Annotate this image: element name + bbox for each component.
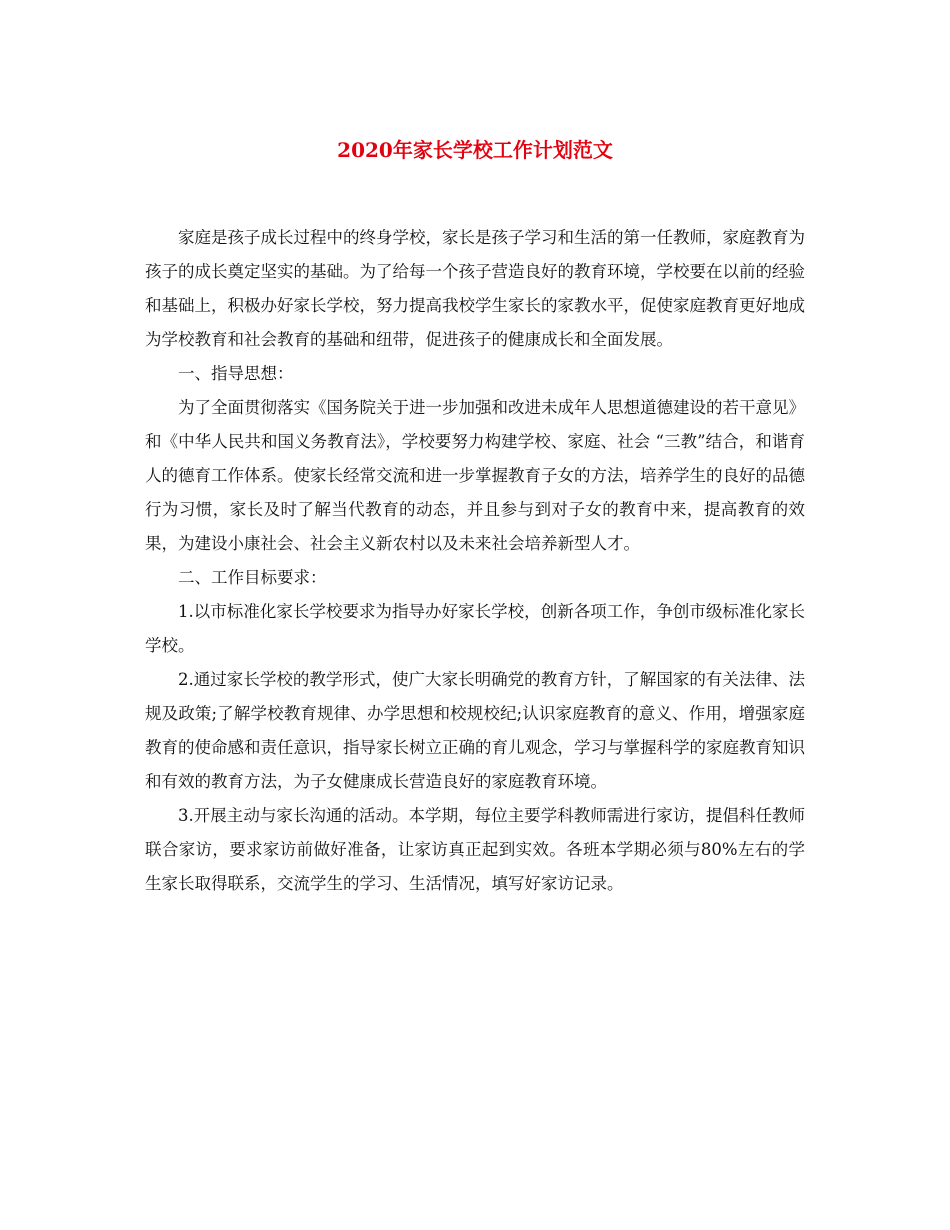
section-heading-work-goals: 二、工作目标要求： — [178, 568, 327, 587]
goal-item-1: 1.以市标准化家长学校要求为指导办好家长学校，创新各项工作，争创市级标准化家长学校。 — [145, 602, 805, 655]
document-title: 2020年家长学校工作计划范文 — [337, 138, 613, 162]
document-body — [145, 221, 805, 901]
section-heading-guiding-ideology: 一、指导思想： — [178, 364, 294, 383]
goal-item-3: 3.开展主动与家长沟通的活动。本学期，每位主要学科教师需进行家访，提倡科任教师联合家访，要求家访前做好准备，让家访真正起到实效。各班本学期必须与80%左右的学生家长取得联系，交流学生的学习、生活情况，填写好家访记录。 — [145, 806, 805, 893]
intro-paragraph: 家庭是孩子成长过程中的终身学校，家长是孩子学习和生活的第一任教师，家庭教育为孩子的成长奠定坚实的基础。为了给每一个孩子营造良好的教育环境，学校要在以前的经验和基础上，积极办好家长学校，努力提高我校学生家长的家教水平，促使家庭教育更好地成为学校教育和社会教育的基础和纽带，促进孩子的健康成长和全面发展。 — [145, 228, 805, 349]
goal-item-2: 2.通过家长学校的教学形式，使广大家长明确党的教育方针，了解国家的有关法律、法规及政策;了解学校教育规律、办学思想和校规校纪;认识家庭教育的意义、作用，增强家庭教育的使命感和责任意识，指导家长树立正确的育儿观念，学习与掌握科学的家庭教育知识和有效的教育方法，为子女健康成长营造良好的家庭教育环境。 — [145, 670, 805, 791]
guiding-ideology-paragraph: 为了全面贯彻落实《国务院关于进一步加强和改进未成年人思想道德建设的若干意见》和《中华人民共和国义务教育法》，学校要努力构建学校、家庭、社会 “三教”结合，和谐育人的德育工作体系。使家长经常交流和进一步掌握教育子女的方法，培养学生的良好的品德行为习惯，家长及时了解当代教育的动态，并且参与到对子女的教育中来，提高教育的效果，为建设小康社会、社会主义新农村以及未来社会培养新型人才。 — [145, 398, 805, 553]
